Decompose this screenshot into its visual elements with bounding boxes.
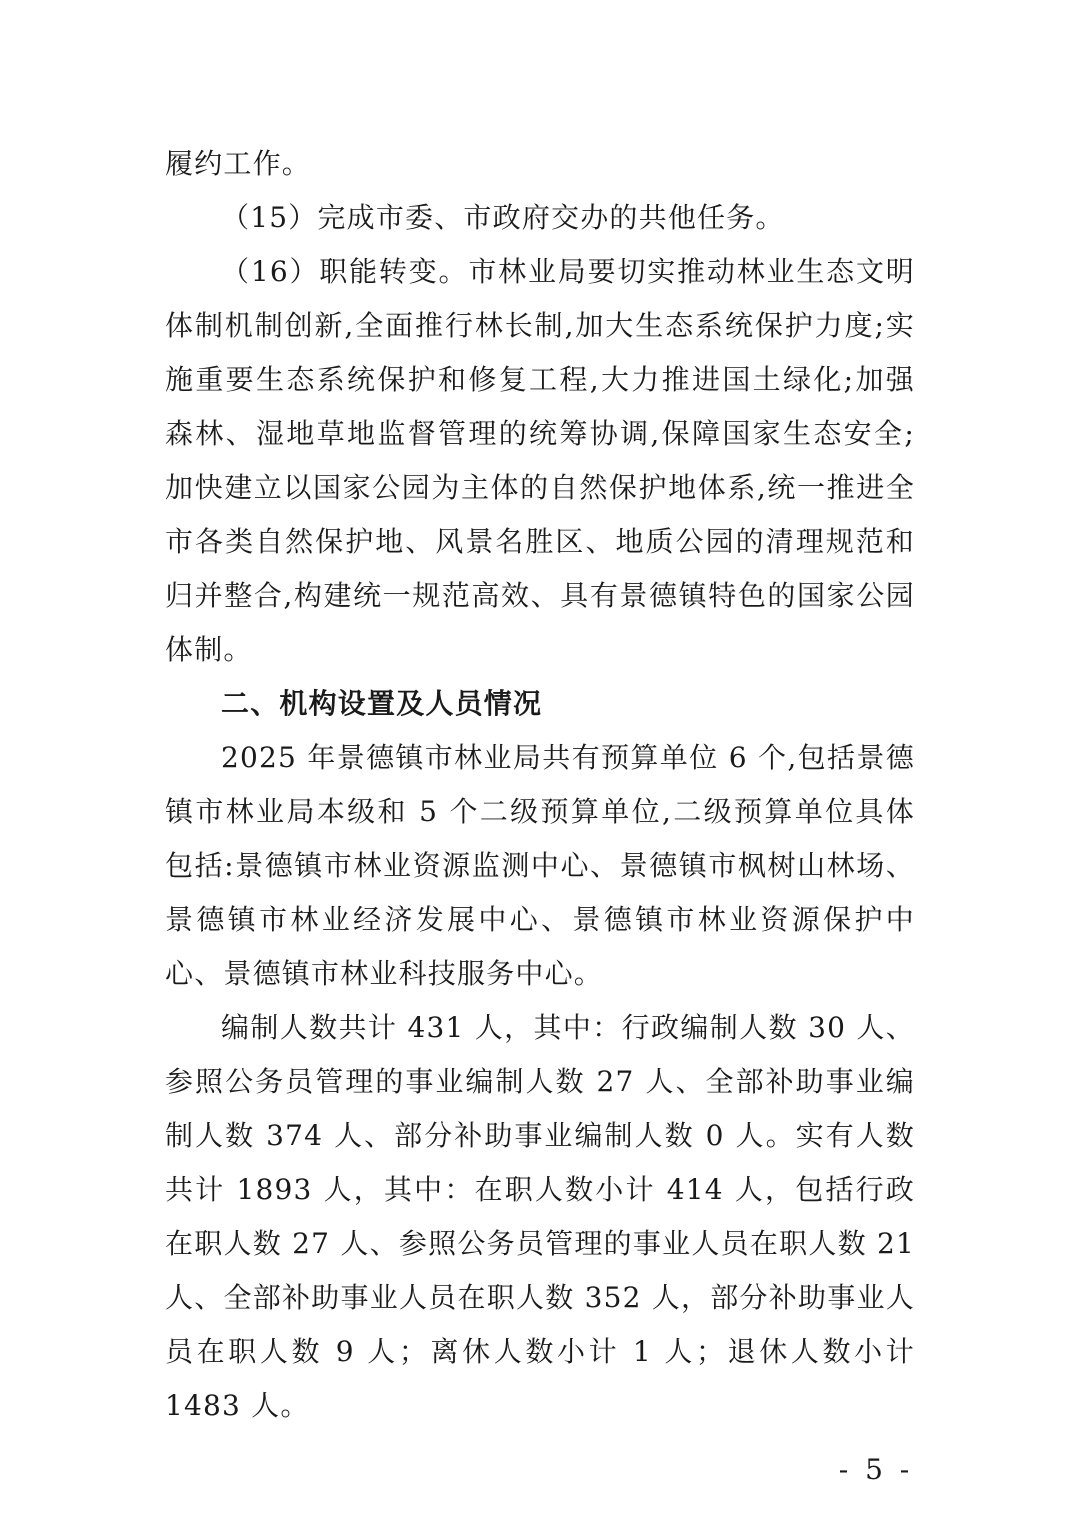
paragraph-fulfillment-continued: 履约工作。 — [165, 147, 312, 180]
paragraph-item-16-function-transformation: （16）职能转变。市林业局要切实推动林业生态文明体制机制创新,全面推行林长制,加大生态系统保护力度;实施重要生态系统保护和修复工程,大力推进国土绿化;加强森林、湿地草地监督管理的统筹协调,保障国家生态安全;加快建立以国家公园为主体的自然保护地体系,统一推进全市各类自然保护地、风景名胜区、地质公园的清理规范和归并整合,构建统一规范高效、具有景德镇特色的国家公园体制。 — [165, 255, 915, 666]
paragraph-staffing-numbers: 编制人数共计 431 人，其中：行政编制人数 30 人、参照公务员管理的事业编制人数 27 人、全部补助事业编制人数 374 人、部分补助事业编制人数 0 人。实有人数共计 1893 人，其中：在职人数小计 414 人，包括行政在职人数 27 人、参照公务员管理的事业人员在职人数 21 人、全部补助事业人员在职人数 352 人，部分补助事业人员在职人数 9 人；离休人数小计 1 人；退休人数小计 1483 人。 — [165, 1011, 915, 1422]
page-body — [165, 137, 915, 1433]
paragraph-budget-units: 2025 年景德镇市林业局共有预算单位 6 个,包括景德镇市林业局本级和 5 个二级预算单位,二级预算单位具体包括:景德镇市林业资源监测中心、景德镇市枫树山林场、景德镇市林业经济发展中心、景德镇市林业资源保护中心、景德镇市林业科技服务中心。 — [165, 741, 915, 990]
paragraph-item-15: （15）完成市委、市政府交办的共他任务。 — [221, 201, 785, 234]
page-number: - 5 - — [838, 1453, 914, 1486]
section-heading-organization-staffing: 二、机构设置及人员情况 — [221, 687, 543, 720]
